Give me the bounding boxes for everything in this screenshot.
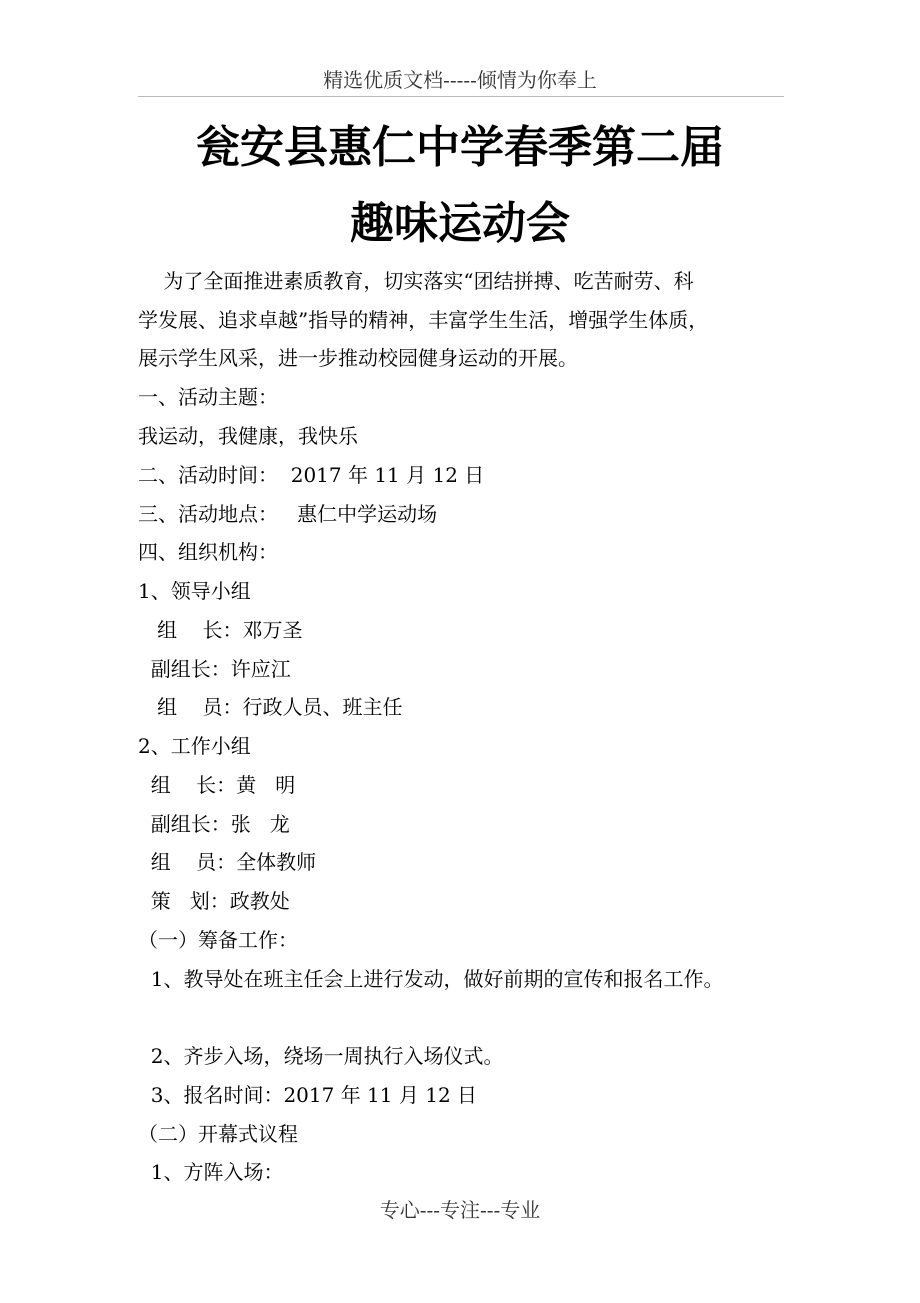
preparation-item-1: 1、教导处在班主任会上进行发动，做好前期的宣传和报名工作。 — [138, 967, 724, 991]
intro-paragraph-line-1: 为了全面推进素质教育，切实落实“团结拼搏、吃苦耐劳、科 — [138, 269, 694, 293]
header-divider — [138, 96, 784, 97]
opening-ceremony-heading: （二）开幕式议程 — [138, 1122, 298, 1146]
preparation-heading: （一）筹备工作： — [138, 928, 298, 952]
page-header: 精选优质文档-----倾情为你奉上 — [323, 68, 597, 92]
leadership-group-deputy: 副组长：许应江 — [138, 657, 291, 681]
leadership-group-leader: 组 长：邓万圣 — [138, 618, 303, 642]
section-theme-content: 我运动，我健康，我快乐 — [138, 424, 358, 448]
section-organization-heading: 四、组织机构： — [138, 540, 278, 564]
section-time: 二、活动时间： 2017 年 11 月 12 日 — [138, 463, 485, 487]
intro-paragraph-line-2: 学发展、追求卓越”指导的精神，丰富学生生活，增强学生体质， — [138, 308, 709, 332]
work-group-leader: 组 长：黄 明 — [138, 773, 296, 797]
intro-paragraph-line-3: 展示学生风采，进一步推动校园健身运动的开展。 — [138, 346, 578, 370]
work-group-deputy: 副组长：张 龙 — [138, 812, 290, 836]
opening-ceremony-item-1: 1、方阵入场： — [138, 1160, 284, 1184]
section-location: 三、活动地点： 惠仁中学运动场 — [138, 502, 438, 526]
document-title-line-2: 趣味运动会 — [350, 198, 570, 249]
section-theme-heading: 一、活动主题： — [138, 385, 278, 409]
work-group-heading: 2、工作小组 — [138, 734, 251, 758]
work-group-planner: 策 划：政教处 — [138, 889, 290, 913]
preparation-item-2: 2、齐步入场，绕场一周执行入场仪式。 — [138, 1044, 504, 1068]
preparation-item-3: 3、报名时间：2017 年 11 月 12 日 — [138, 1083, 478, 1107]
leadership-group-heading: 1、领导小组 — [138, 579, 251, 603]
work-group-members: 组 员：全体教师 — [138, 850, 317, 874]
leadership-group-members: 组 员：行政人员、班主任 — [138, 695, 403, 719]
page-footer: 专心---专注---专业 — [379, 1198, 541, 1222]
document-title-line-1: 瓮安县惠仁中学春季第二届 — [196, 122, 724, 173]
